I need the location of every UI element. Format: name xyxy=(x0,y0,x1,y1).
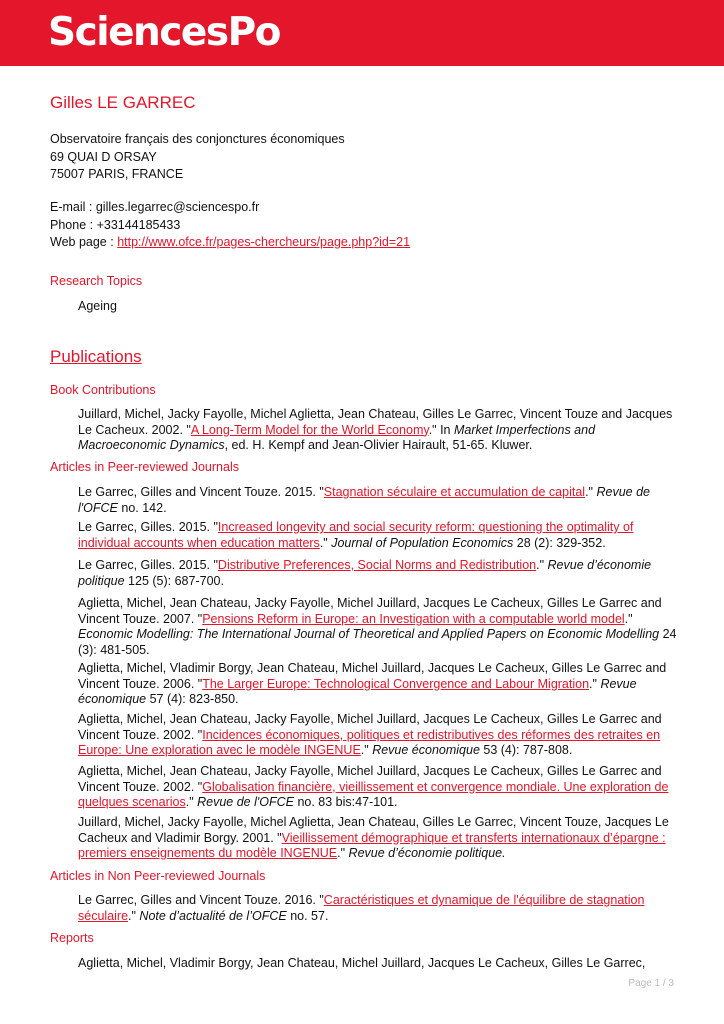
address-line-1: 69 QUAI D ORSAY xyxy=(50,150,157,164)
email: E-mail : gilles.legarrec@sciencespo.fr xyxy=(50,200,260,214)
research-topics-heading: Research Topics xyxy=(50,274,143,288)
book-contributions-heading: Book Contributions xyxy=(50,383,156,397)
publication-entry: Aglietta, Michel, Jean Chateau, Jacky Fayolle, Michel Juillard, Jacques Le Cacheux, Gilles Le Garrec and Vincent Touze. 2002. "Incidences économiques, politiques et redistributives des réformes des retraites en Europe: Une exploration avec le modèle INGENUE." Revue économique 53 (4): 787-808. xyxy=(78,712,662,757)
publication-entry: Aglietta, Michel, Vladimir Borgy, Jean Chateau, Michel Juillard, Jacques Le Cacheux, Gilles Le Garrec and Vincent Touze. 2006. "The Larger Europe: Technological Convergence and Labour Migration." Revue économique 57 (4): 823-850. xyxy=(78,661,667,706)
publication-link[interactable]: Vieillissement démographique et transferts internationaux d’épargne : premiers enseignements du modèle INGENUE xyxy=(78,830,666,860)
publication-link[interactable]: Pensions Reform in Europe: an Investigation with a computable world model xyxy=(202,611,625,626)
web-page-label: Web page : xyxy=(50,235,118,249)
publication-entry: Le Garrec, Gilles and Vincent Touze. 2016. "Caractéristiques et dynamique de l'équilibre de stagnation séculaire." Note d’actualité de l’OFCE no. 57. xyxy=(78,893,645,923)
person-name: Gilles LE GARREC xyxy=(50,93,196,112)
sciencespo-logo[interactable]: SciencesPo xyxy=(48,10,280,55)
publication-link[interactable]: Caractéristiques et dynamique de l'équilibre de stagnation séculaire xyxy=(78,893,645,923)
publication-link[interactable]: Increased longevity and social security reform: questioning the optimality of individual accounts when education matters xyxy=(78,520,634,550)
publication-entry: Juillard, Michel, Jacky Fayolle, Michel Aglietta, Jean Chateau, Gilles Le Garrec, Vincent Touze and Jacques Le Cacheux. 2002. "A Long-Term Model for the World Economy." In Market Imperfections and Macroeconomic Dynamics, ed. H. Kempf and Jean-Olivier Hairault, 51-65. Kluwer. xyxy=(78,407,673,452)
publication-entry: Juillard, Michel, Jacky Fayolle, Michel Aglietta, Jean Chateau, Gilles Le Garrec, Vincent Touze, Jacques Le Cacheux and Vladimir Borgy. 2001. "Vieillissement démographique et transferts internationaux d’épargne : premiers enseignements du modèle INGENUE." Revue d’économie politique. xyxy=(78,815,669,860)
publication-entry: Le Garrec, Gilles and Vincent Touze. 2015. "Stagnation séculaire et accumulation de capital." Revue de l'OFCE no. 142. xyxy=(78,485,650,515)
publication-link[interactable]: Stagnation séculaire et accumulation de capital xyxy=(323,485,586,499)
publication-entry: Aglietta, Michel, Jean Chateau, Jacky Fayolle, Michel Juillard, Jacques Le Cacheux, Gilles Le Garrec and Vincent Touze. 2002. "Globalisation financière, vieillissement et convergence mondiale. Une exploration de quelques scenarios." Revue de l'OFCE no. 83 bis:47-101. xyxy=(78,764,669,809)
publication-entry: Le Garrec, Gilles. 2015. "Increased longevity and social security reform: questioning the optimality of individual accounts when education matters." Journal of Population Economics 28 (2): 329-352. xyxy=(78,520,634,550)
site-header xyxy=(0,0,724,66)
publication-link[interactable]: Distributive Preferences, Social Norms and Redistribution xyxy=(217,558,537,572)
publication-link[interactable]: Incidences économiques, politiques et redistributives des réformes des retraites en Europe: Une exploration avec le modèle INGENUE xyxy=(78,727,661,757)
organization: Observatoire français des conjonctures économiques xyxy=(50,132,345,146)
non-peer-reviewed-heading: Articles in Non Peer-reviewed Journals xyxy=(50,869,266,883)
publications-heading: Publications xyxy=(50,347,142,366)
web-page xyxy=(50,234,410,251)
publication-entry: Aglietta, Michel, Jean Chateau, Jacky Fayolle, Michel Juillard, Jacques Le Cacheux, Gilles Le Garrec and Vincent Touze. 2007. "Pensions Reform in Europe: an Investigation with a computable world model." Economic Modelling: The International Journal of Theoretical and Applied Papers on Economic Modelling 24 (3): 481-505. xyxy=(78,596,677,657)
publication-link[interactable]: A Long-Term Model for the World Economy xyxy=(190,422,429,437)
publication-entry: Le Garrec, Gilles. 2015. "Distributive Preferences, Social Norms and Redistribution." Revue d’économie politique 125 (5): 687-700. xyxy=(78,558,652,588)
address-line-2: 75007 PARIS, FRANCE xyxy=(50,167,184,181)
research-topic: Ageing xyxy=(78,299,117,313)
peer-reviewed-heading: Articles in Peer-reviewed Journals xyxy=(50,460,239,474)
web-page-link[interactable]: http://www.ofce.fr/pages-chercheurs/page.php?id=21 xyxy=(117,235,411,249)
publication-link[interactable]: Globalisation financière, vieillissement et convergence mondiale. Une exploration de quelques scenarios xyxy=(78,779,669,809)
publication-entry: Aglietta, Michel, Vladimir Borgy, Jean Chateau, Michel Juillard, Jacques Le Cacheux, Gilles Le Garrec, xyxy=(78,956,646,970)
publication-link[interactable]: The Larger Europe: Technological Convergence and Labour Migration xyxy=(202,676,590,691)
page-number: Page 1 / 3 xyxy=(628,978,674,989)
phone: Phone : +33144185433 xyxy=(50,218,181,232)
reports-heading: Reports xyxy=(50,931,94,945)
